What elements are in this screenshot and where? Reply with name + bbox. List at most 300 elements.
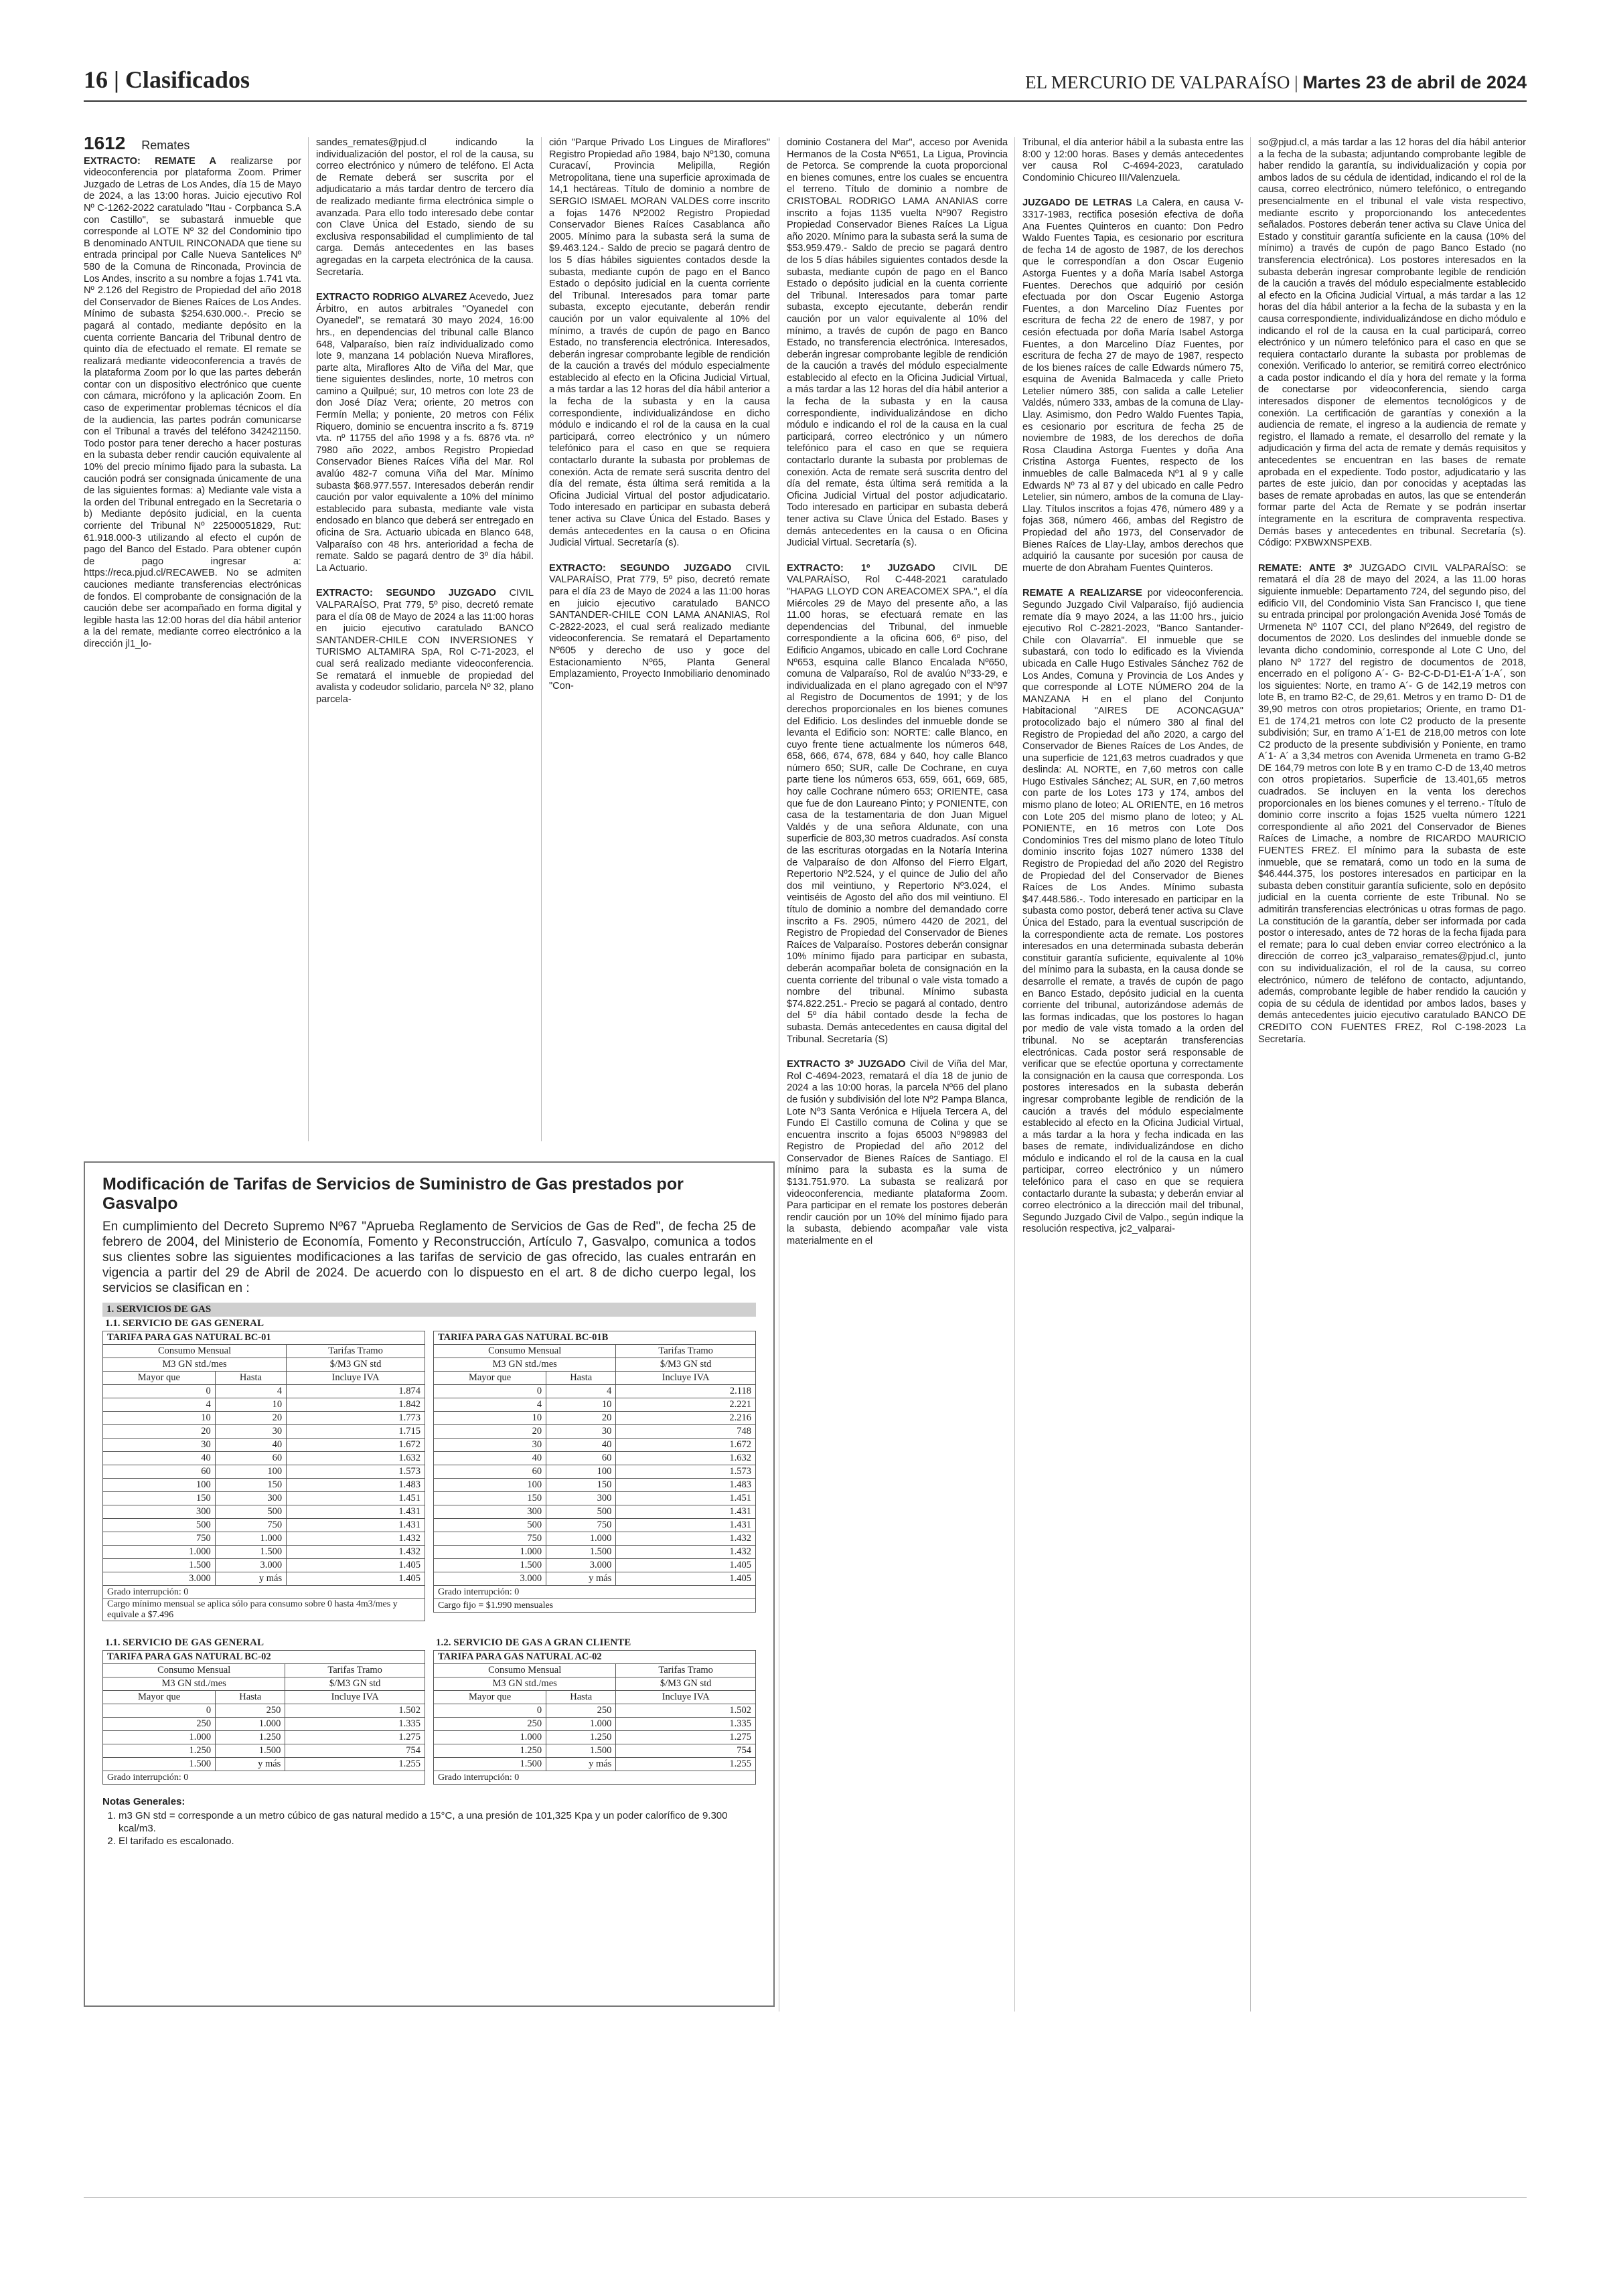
table-cell: 1.500 [103, 1758, 216, 1771]
column-header: Incluye IVA [616, 1372, 756, 1385]
table-cell: y más [546, 1758, 616, 1771]
column-header: Tarifas Tramo [287, 1345, 425, 1358]
column-header: Consumo Mensual [434, 1345, 616, 1358]
table-row [103, 1425, 425, 1439]
table-header-row [434, 1664, 756, 1677]
table-header-row [434, 1345, 756, 1358]
table-row [103, 1412, 425, 1425]
table-row [103, 1492, 425, 1505]
table-header-row [434, 1677, 756, 1691]
table-cell: 750 [215, 1519, 286, 1532]
table-cell: 1.500 [215, 1546, 286, 1559]
column-header: M3 GN std./mes [434, 1358, 616, 1372]
table-cell: 2.216 [616, 1412, 756, 1425]
table-cell: 1.405 [287, 1559, 425, 1572]
newspaper-name: EL MERCURIO DE VALPARAÍSO [1025, 72, 1290, 92]
column-header: M3 GN std./mes [103, 1358, 287, 1372]
table-cell: 20 [215, 1412, 286, 1425]
section-title: Clasificados [125, 66, 250, 93]
issue-date: Martes 23 de abril de 2024 [1302, 72, 1527, 92]
column-1 [84, 137, 301, 1148]
table-cell: 250 [546, 1704, 616, 1718]
notice-paragraph [549, 137, 770, 550]
table-row [103, 1559, 425, 1572]
header-separator: | [1294, 72, 1298, 92]
notice-lead: REMATE: ANTE 3º [1258, 562, 1353, 574]
column-header: $/M3 GN std [287, 1358, 425, 1372]
column-header: Tarifas Tramo [616, 1664, 756, 1677]
table-cell: 20 [103, 1425, 216, 1439]
table-cell: 20 [546, 1412, 616, 1425]
table-cell: 1.500 [103, 1559, 216, 1572]
table-cell: 1.431 [287, 1505, 425, 1519]
table-cell: y más [546, 1572, 616, 1586]
gas-tariff-notice [84, 1161, 775, 2007]
table-row [103, 1731, 425, 1744]
table-row [434, 1452, 756, 1465]
table-cell: 1.874 [287, 1385, 425, 1398]
notice-text: Civil de Viña del Mar, Rol C-4694-2023, rematará el día 18 de junio de 2024 a las 10:00 horas, la parcela Nº66 del plano de fusión y subdivisión del lote Nº2 Pampa Blanca, Lote Nº3 Santa Verónica e Hijuela Tercera A, del Fundo El Castillo comuna de Colina y que se encuentra inscrito a fojas 65003 Nº98983 del Registro de Propiedad del año 2012 del Conservador de Bienes Raíces de Santiago. El mínimo para la subasta es la suma de $131.751.970. La subasta se realizará por videoconferencia, mediante plataforma Zoom. Para participar en el remate los postores deberán rendir caución por un 10% del mínimo fijado para la subasta, debiendo acompañar vale vista materialmente en el [787, 1059, 1008, 1247]
table-cell: 750 [546, 1519, 616, 1532]
table-row [434, 1398, 756, 1412]
table-cell: 1.255 [285, 1758, 425, 1771]
table-cell: 100 [546, 1465, 616, 1479]
table-row [103, 1452, 425, 1465]
table-row [434, 1731, 756, 1744]
column-5 [1022, 137, 1243, 2025]
table-title: TARIFA PARA GAS NATURAL AC-02 [434, 1651, 756, 1664]
table-title-row [103, 1651, 425, 1664]
column-divider [1014, 137, 1015, 2012]
page-header-right [1025, 72, 1527, 93]
table-cell: 250 [103, 1718, 216, 1731]
table-cell: 250 [216, 1704, 285, 1718]
table-row [434, 1532, 756, 1546]
table-note: Grado interrupción: 0 [434, 1586, 756, 1599]
notice-text: La Calera, en causa V-3317-1983, rectifica posesión efectiva de doña Ana Fuentes Quinteros en cuanto: Don Pedro Waldo Fuentes Tapia, es cesionario por escritura de fecha 14 de agosto de 1987, de los derechos que le correspondían a don Oscar Eugenio Astorga Fuentes y a doña María Isabel Astorga Fuentes. Derechos que adquirió por cesión efectuada por don Oscar Eugenio Astorga Fuentes, a don Marcelino Díaz Fuentes por escritura de fecha 22 de enero de 1987, y por cesión efectuada por doña María Isabel Astorga Fuentes, a don Marcelino Díaz Fuentes, por escritura de fecha 27 de mayo de 1987, respecto de los bienes raíces de calle Edwards número 75, esquina de Avenida Balmaceda y calle Prieto Letelier número 385, con salida a calle Letelier Valdés, número 333, ambas de la comuna de Llay-Llay. Asimismo, don Pedro Waldo Fuentes Tapia, es cesionario por escritura de fecha 25 de noviembre de 1983, de los derechos de doña Rosa Claudina Astorga Fuentes y doña Ana Cristina Astorga Fuentes, respecto de los inmuebles de calle Balmaceda Nº1 al 9 y calle Edwards Nº 73 al 87 y del ubicado en calle Pedro Letelier, sin número, ambos de la comuna de Llay-Llay. Títulos inscritos a fojas 476, número 489 y a fojas 368, número 466, ambas del Registro de Propiedad del año 1973, del Conservador de Bienes Raíces de Llay-Llay, ambos derechos que adquirió la causante por sucesión por causa de muerte de don Abraham Fuentes Quinteros. [1022, 197, 1243, 574]
gas-notice-title: Modificación de Tarifas de Servicios de Suministro de Gas prestados por Gasvalpo [102, 1175, 684, 1213]
table-header-row [103, 1677, 425, 1691]
table-cell: 1.250 [546, 1731, 616, 1744]
table-cell: 0 [103, 1704, 216, 1718]
table-row [103, 1758, 425, 1771]
table-cell: 60 [546, 1452, 616, 1465]
table-cell: 1.275 [616, 1731, 756, 1744]
column-header: M3 GN std./mes [434, 1677, 616, 1691]
table-cell: 60 [103, 1465, 216, 1479]
table-cell: 754 [616, 1744, 756, 1758]
notice-text: JUZGADO CIVIL VALPARAÍSO: se rematará el día 28 de mayo del 2024, a las 11.00 horas siguiente inmueble: Departamento 724, del segundo piso, del edificio VII, del Condominio Vista San Francisco I, que tiene su entrada principal por prolongación Avenida José Tomás de Urmeneta Nº 1107 CCI, del plano Nº2649, del registro de documentos de 2020. Los deslindes del inmueble donde se levanta dicho condominio, corresponde al Lote C Uno, del plano Nº 1727 del registro de documentos de 2018, encerrado en el polígono A´- G- B2-C-D-D1-E1-A´1-A´, son los siguientes: Norte, en tramo A´- G de 142,19 metros con lote B, en tramo B2-C, de 29,61. Metros y en tramo D- D1 de 39,90 metros con otros propietarios; Oriente, en tramo D1- E1 de 174,21 metros con lote C2 producto de la presente subdivisión; Sur, en tramo A´1-E1 de 218,00 metros con lote C2 producto de la presente subdivisión y Poniente, en tramo A´1- A´ a 3,34 metros con Avenida Urmeneta en tramo G-B2 DE 164,79 metros con lote B y en tramo C-D de 13,40 metros con otros propietarios. Superficie de 13.401,65 metros cuadrados. Se incluyen en la venta los derechos proporcionales en los bienes comunes y el terreno.- Título de dominio corre inscrito a fojas 1525 vuelta número 1221 correspondiente al año 2021 del Conservador de Bienes Raíces de Limache, a nombre de RICARDO MAURICIO FUENTES FREZ. El mínimo para la subasta de este inmueble, que se rematará, como un todo en la suma de $46.444.375, los postores interesados en participar en la subasta deben constituir garantía suficiente, solo en depósito judicial en la cuenta corriente de este Tribunal. No se admitirán transferencias electrónicas u otras formas de pago. La constitución de la garantía, deber ser informada por cada postor o interesado, antes de 72 horas de la fecha fijada para el remate; para lo cual deben enviar correo electrónico a la dirección de correo jc3_valparaiso_remates@pjud.cl, junto con su individualización, el rol de la causa, su correo electrónico, número de teléfono de contacto, adjuntando, además, comprobante legible de haber rendido la caución y copia de su cédula de identidad por ambos lados, bases y demás antecedentes juicio ejecutivo caratulado BANCO DE CREDITO CON FUENTES FREZ, Rol C-198-2023 La Secretaría. [1258, 562, 1526, 1045]
table-cell: 1.255 [616, 1758, 756, 1771]
table-cell: 0 [434, 1385, 546, 1398]
table-row [103, 1704, 425, 1718]
table-header-row [434, 1358, 756, 1372]
table-cell: 1.715 [287, 1425, 425, 1439]
table-cell: 150 [103, 1492, 216, 1505]
table-cell: 10 [103, 1412, 216, 1425]
table-row [434, 1718, 756, 1731]
notice-paragraph [1022, 588, 1243, 1236]
table-header-row [103, 1345, 425, 1358]
table-cell: 1.250 [216, 1731, 285, 1744]
tariff-row-bottom [102, 1636, 756, 1785]
column-header: Hasta [216, 1691, 285, 1704]
table-cell: 500 [546, 1505, 616, 1519]
column-header: Mayor que [103, 1691, 216, 1704]
table-row [103, 1546, 425, 1559]
table-cell: 40 [215, 1439, 286, 1452]
table-cell: 150 [434, 1492, 546, 1505]
tariff-table [433, 1650, 756, 1785]
column-header: Hasta [215, 1372, 286, 1385]
header-separator: | [114, 66, 119, 93]
table-cell: 10 [434, 1412, 546, 1425]
notice-text: CIVIL VALPARAÍSO, Prat 779, 5º piso, decretó remate para el día 08 de Mayo de 2024 a las 11:00 horas en juicio ejecutivo caratulado BANCO SANTANDER-CHILE CON INVERSIONES Y TURISMO ALTAMIRA SpA, Rol C-71-2023, el cual será realizado mediante videoconferencia. Se rematará el inmueble de propiedad del avalista y codeudor solidario, parcela Nº 32, plano parcela- [316, 588, 534, 705]
table-row [434, 1425, 756, 1439]
table-cell: 10 [546, 1398, 616, 1412]
table-row [103, 1532, 425, 1546]
table-cell: 1.483 [616, 1479, 756, 1492]
table-cell: 1.275 [285, 1731, 425, 1744]
column-4 [787, 137, 1008, 2025]
notice-paragraph [316, 588, 534, 706]
table-row [434, 1479, 756, 1492]
bottom-rule [84, 2197, 1527, 2198]
table-cell: 1.000 [216, 1718, 285, 1731]
column-header: Consumo Mensual [434, 1664, 616, 1677]
table-cell: 2.118 [616, 1385, 756, 1398]
column-header: $/M3 GN std [285, 1677, 425, 1691]
table-row [434, 1758, 756, 1771]
column-header: Mayor que [434, 1691, 546, 1704]
tariff-table-bc01b [433, 1331, 756, 1621]
tariff-table-ac02 [433, 1650, 756, 1785]
table-cell: 1.000 [103, 1546, 216, 1559]
table-cell: 40 [103, 1452, 216, 1465]
table-cell: 40 [434, 1452, 546, 1465]
table-row [434, 1519, 756, 1532]
table-cell: 3.000 [215, 1559, 286, 1572]
table-cell: 1.000 [103, 1731, 216, 1744]
column-header: Consumo Mensual [103, 1664, 285, 1677]
table-cell: 1.431 [287, 1519, 425, 1532]
notes-title: Notas Generales: [102, 1796, 185, 1807]
notice-text: realizarse por videoconferencia por plataforma Zoom. Primer Juzgado de Letras de Los Andes, día 15 de Mayo de 2024, a las 13:00 horas. Juicio ejecutivo Rol Nº C-1262-2022 caratulado "Itau - Corpbanca S.A con Castillo", se subastará inmueble que corresponde al LOTE Nº 32 del Condominio tipo B denominado ANTUIL RINCONADA que tiene su entrada principal por Calle Nueva Santelices Nº 580 de la Comuna de Rinconada, Provincia de Los Andes, inscrito a su nombre a fojas 1.741 vta. Nº 2.126 del Registro de Propiedad del año 2018 del Conservador de Bienes Raíces de Los Andes. Mínimo de subasta $254.630.000.-. Precio se pagará al contado, mediante depósito en la cuenta corriente Bancaria del Tribunal dentro de quinto día de efectuado el remate. El remate se realizará mediante videoconferencia a través de la plataforma Zoom por lo que las partes deberán contar con un dispositivo electrónico que cuente con cámara, micrófono y la aplicación Zoom. En caso de experimentar problemas técnicos el día de la audiencia, las partes podrán comunicarse con el Tribunal a través del teléfono 342421150. Todo postor para tener derecho a hacer posturas en la subasta deber rendir caución equivalente al 10% del precio mínimo fijado para la subasta. La caución podrá ser consignada únicamente de una de las siguientes formas: a) Mediante vale vista a la orden del Tribunal entregado en la Secretaria o b) Mediante depósito judicial, en la cuenta corriente del Tribunal Nº 22500051829, Rut: 61.918.000-3 utilizando al efecto el cupón de pago del Banco del Estado. Para obtener cupón de pago ingresar a: https://reca.pjud.cl/RECAWEB. No se admiten cauciones mediante transferencias electrónicas de fondos. El comprobante de consignación de la caución debe ser acompañado en forma digital y legible hasta las 12:00 horas del día hábil anterior a la del remate, mediante correo electrónico a la dirección jl1_lo- [84, 155, 301, 649]
notice-paragraph [1258, 563, 1526, 1046]
table-title: TARIFA PARA GAS NATURAL BC-02 [103, 1651, 425, 1664]
table-cell: 1.000 [546, 1718, 616, 1731]
table-row [434, 1704, 756, 1718]
section-heading [84, 137, 301, 152]
table-row [103, 1398, 425, 1412]
notice-lead: EXTRACTO: SEGUNDO JUZGADO [549, 562, 732, 574]
section-code: 1612 [84, 137, 126, 153]
column-header: $/M3 GN std [616, 1677, 756, 1691]
notice-lead: EXTRACTO 3º JUZGADO [787, 1059, 906, 1070]
table-cell: 4 [434, 1398, 546, 1412]
table-note-row [434, 1586, 756, 1599]
note-item: 1. m3 GN std = corresponde a un metro cúbico de gas natural medido a 15°C, a una presión de 101,325 Kpa y un poder calorífico de 9.300 kcal/m3. [119, 1809, 756, 1835]
tariff-table [433, 1331, 756, 1613]
table-cell: 4 [103, 1398, 216, 1412]
notice-paragraph [1258, 137, 1526, 550]
tariff-table-bc02 [102, 1650, 425, 1785]
column-header: M3 GN std./mes [103, 1677, 285, 1691]
table-cell: 1.502 [285, 1704, 425, 1718]
notice-text: Tribunal, el día anterior hábil a la subasta entre las 8:00 y 12:00 horas. Bases y demás antecedentes ver causa Rol C-4694-2023, caratulado Condominio Chicureo III/Valenzuela. [1022, 137, 1243, 183]
table-cell: 1.431 [616, 1519, 756, 1532]
table-row [103, 1519, 425, 1532]
table-title: TARIFA PARA GAS NATURAL BC-01 [103, 1331, 425, 1345]
table-cell: y más [216, 1758, 285, 1771]
table-cell: 1.500 [546, 1744, 616, 1758]
section-name: Remates [141, 139, 190, 152]
table-note: Grado interrupción: 0 [103, 1771, 425, 1785]
column-header: Tarifas Tramo [285, 1664, 425, 1677]
table-cell: 2.221 [616, 1398, 756, 1412]
table-cell: 3.000 [434, 1572, 546, 1586]
table-cell: 150 [546, 1479, 616, 1492]
column-6 [1258, 137, 1526, 2025]
table-row [103, 1718, 425, 1731]
table-cell: 1.250 [103, 1744, 216, 1758]
table-cell: 250 [434, 1718, 546, 1731]
gas-notice-intro: En cumplimiento del Decreto Supremo Nº67 "Aprueba Reglamento de Servicios de Gas de Red", de fecha 25 de febrero de 2004, del Ministerio de Economía, Fomento y Reconstrucción, Artículo 7, Gasvalpo, comunica a todos sus clientes sobre las siguientes modificaciones a las tarifas de servicio de gas ofrecido, las cuales entrarán en vigencia a partir del 29 de Abril de 2024. De acuerdo con lo dispuesto en el art. 8 de dicho cuerpo legal, los servicios se clasifican en : [102, 1220, 756, 1295]
table-row [103, 1385, 425, 1398]
table-cell: 0 [103, 1385, 216, 1398]
column-2 [316, 137, 534, 1148]
table-cell: 100 [434, 1479, 546, 1492]
table-note-row [434, 1771, 756, 1785]
column-divider [308, 137, 309, 1141]
column-header: Hasta [546, 1691, 616, 1704]
table-cell: 3.000 [103, 1572, 216, 1586]
table-cell: 1.500 [434, 1758, 546, 1771]
notice-text: Acevedo, Juez Árbitro, en autos arbitrales "Oyanedel con Oyanedel", se rematará 30 mayo 2024, 16:00 hrs., en dependencias del tribunal calle Blanco 648, Valparaíso, bien raíz individualizado como lote 9, manzana 14 población Nueva Miraflores, parte alta, Miraflores Alto de Viña del Mar, que tiene siguientes deslindes, norte, 10 metros con camino a Quilpué; sur, 10 metros con lote 23 de don José Díaz Vera; oriente, 20 metros con Fermín Mella; y poniente, 20 metros con Félix Riquero, dominio se encuentra inscrito a fs. 8719 vta. nº 11755 del año 1998 y a fs. 6876 vta. nº 7980 año 2022, ambos Registro Propiedad Conservador Bienes Raíces Viña del Mar. Rol avalúo 482-7 comuna Viña del Mar. Mínimo subasta $68.977.557. Interesados deberán rendir caución por valor equivalente a 10% del mínimo establecido para subasta, mediante vale vista endosado en blanco que deberá ser entregado en oficina de Sra. Actuario ubicada en Blanco 648, Valparaíso con 48 hrs. anterioridad a fecha de remate. Saldo se pagará dentro de 3º día hábil. La Actuario. [316, 292, 534, 574]
table-note-row [103, 1599, 425, 1621]
table-row [434, 1546, 756, 1559]
table-row [434, 1572, 756, 1586]
table-cell: 300 [546, 1492, 616, 1505]
table-row [434, 1505, 756, 1519]
notice-lead: REMATE A REALIZARSE [1022, 588, 1142, 599]
table-row [103, 1465, 425, 1479]
table-cell: 20 [434, 1425, 546, 1439]
table-cell: 10 [215, 1398, 286, 1412]
table-row [103, 1505, 425, 1519]
table-cell: 1.000 [434, 1731, 546, 1744]
table-cell: 1.483 [287, 1479, 425, 1492]
notice-paragraph [1022, 137, 1243, 184]
table-row [434, 1439, 756, 1452]
table-cell: 1.500 [216, 1744, 285, 1758]
table-row [103, 1572, 425, 1586]
table-cell: 1.672 [287, 1439, 425, 1452]
header-rule [84, 100, 1527, 102]
notice-lead: EXTRACTO: REMATE A [84, 155, 217, 167]
table-note: Grado interrupción: 0 [434, 1771, 756, 1785]
table-cell: 3.000 [546, 1559, 616, 1572]
table-header-row [434, 1372, 756, 1385]
table-cell: 1.432 [287, 1532, 425, 1546]
general-notes [102, 1795, 756, 1848]
notice-paragraph [787, 1059, 1008, 1248]
column-header: Mayor que [434, 1372, 546, 1385]
table-row [434, 1744, 756, 1758]
table-row [103, 1439, 425, 1452]
table-cell: 30 [434, 1439, 546, 1452]
column-3 [549, 137, 770, 1148]
tariff-row-top [102, 1331, 756, 1621]
table-cell: 300 [215, 1492, 286, 1505]
table-cell: 100 [103, 1479, 216, 1492]
table-cell: 1.573 [287, 1465, 425, 1479]
tariff-table [102, 1331, 425, 1621]
table-cell: 30 [215, 1425, 286, 1439]
gas-subsection-general-2: 1.1. SERVICIO DE GAS GENERAL [105, 1637, 264, 1648]
table-cell: 60 [215, 1452, 286, 1465]
column-header: Incluye IVA [616, 1691, 756, 1704]
table-cell: 60 [434, 1465, 546, 1479]
notice-paragraph [316, 292, 534, 574]
tariff-table [102, 1650, 425, 1785]
table-cell: 500 [103, 1519, 216, 1532]
notice-text: ción "Parque Privado Los Lingues de Miraflores" Registro Propiedad año 1984, bajo Nº130, comuna Curacaví, Provincia Melipilla, Región Metropolitana, tiene una superficie aproximada de 14,1 hectáreas. Título de dominio a nombre de SERGIO ISMAEL MORAN VALDES corre inscrito a fojas 1476 Nº2002 Registro Propiedad Conservador Bienes Raíces Casablanca año 2005. Mínimo para la subasta será la suma de $9.463.124.- Saldo de precio se pagará dentro de los 5 días hábiles siguientes contados desde la subasta, mediante cupón de pago en el Banco Estado o depósito judicial en la cuenta corriente del Tribunal. Interesados para tomar parte subasta, excepto ejecutante, deberán rendir caución por un valor equivalente al 10% del mínimo, a través de cupón de pago en Banco Estado, no transferencia electrónica. Interesados, deberán ingresar comprobante legible de rendición de la caución a través del módulo especialmente establecido al efecto en la Oficina Judicial Virtual, a más tardar a las 12 horas del día hábil anterior a la fecha de la subasta y en la causa correspondiente, individualizándose en dicho módulo e indicando el rol de la causa en la cual participará, correo electrónico y un número telefónico para el caso en que se requiera contactarlo durante la subasta por problemas de conexión. Acta de remate será suscrita dentro del día del remate, ésta última será remitida a la Oficina Judicial Virtual del postor adjudicatario. Todo interesado en participar en subasta deberá tener activa su Clave Única del Estado. Bases y demás antecedentes en la causa o en Oficina Judicial Virtual. Secretaría (s). [549, 137, 770, 549]
table-cell: 1.842 [287, 1398, 425, 1412]
table-cell: 1.000 [434, 1546, 546, 1559]
notice-paragraph [549, 563, 770, 693]
table-cell: 30 [546, 1425, 616, 1439]
table-cell: 1.432 [287, 1546, 425, 1559]
notice-lead: EXTRACTO: 1º JUZGADO [787, 562, 935, 574]
table-note-row [103, 1771, 425, 1785]
column-header: Mayor que [103, 1372, 216, 1385]
column-divider [1250, 137, 1251, 2012]
gas-services-band: 1. SERVICIOS DE GAS [102, 1303, 756, 1317]
table-cell: 750 [103, 1532, 216, 1546]
notice-text: CIVIL DE VALPARAÍSO, Rol C-448-2021 caratulado "HAPAG LLOYD CON AREACOMEX SPA.", el día Miércoles 29 de Mayo del presente año, a las 11.00 horas, se efectuará remate en las dependencias del Tribunal, del inmueble correspondiente a la oficina 606, 6º piso, del Edificio Angamos, ubicado en calle Lord Cochrane Nº653, esquina calle Blanco Encalada Nº650, comuna de Valparaíso, Rol de avalúo Nº33-29, e individualizada en el plano agregado con el Nº97 al Registro de Documentos de 1991; y de los derechos proporcionales en los bienes comunes del Edificio. Los deslindes del inmueble donde se levanta el Edificio son: NORTE: calle Blanco, en cuyo frente tiene actualmente los números 648, 658, 666, 674, 678, 684 y 640, hoy calle Blanco número 650; SUR, calle De Cochrane, en cuya parte tiene los números 653, 659, 661, 669, 685, hoy calle Cochrane número 653; ORIENTE, casa que fue de don Laureano Pinto; y PONIENTE, con casa de la testamentaria de don Juan Miguel Valdés y de una señora Aldunate, con una superficie de 803,30 metros cuadrados. Así consta de las escrituras otorgadas en la Notaría Interina de Valparaíso de don Alfonso del Fierro Elgart, Repertorio Nº2.524, y el quince de Julio del año dos mil veintiuno, y Repertorio Nº3.024, el veintiséis de Agosto del año dos mil veintiuno. El título de dominio a nombre del demandado corre inscrito a Fs. 2905, número 4420 de 2021, del Registro de Propiedad del Conservador de Bienes Raíces de Valparaíso. Postores deberán consignar 10% mínimo fijado para participar en subasta, deberán acompañar boleta de consignación en la cuenta corriente del tribunal o vale vista tomado a nombre del tribunal. Mínimo subasta $74.822.251.- Precio se pagará al contado, dentro del 5º día hábil contado desde la fecha de subasta. Demás antecedentes en causa digital del Tribunal. Secretaría (S) [787, 562, 1008, 1045]
table-cell: 1.500 [546, 1546, 616, 1559]
table-cell: 1.573 [616, 1465, 756, 1479]
table-title: TARIFA PARA GAS NATURAL BC-01B [434, 1331, 756, 1345]
table-cell: 40 [546, 1439, 616, 1452]
notice-paragraph [787, 563, 1008, 1046]
table-cell: 1.773 [287, 1412, 425, 1425]
table-header-row [103, 1691, 425, 1704]
table-cell: 1.405 [287, 1572, 425, 1586]
table-cell: 1.632 [616, 1452, 756, 1465]
table-cell: 100 [215, 1465, 286, 1479]
column-header: Tarifas Tramo [616, 1345, 756, 1358]
notice-paragraph [1022, 197, 1243, 574]
table-cell: 4 [215, 1385, 286, 1398]
table-header-row [103, 1664, 425, 1677]
notice-lead: EXTRACTO RODRIGO ALVAREZ [316, 292, 467, 303]
table-cell: 1.335 [616, 1718, 756, 1731]
table-cell: 500 [215, 1505, 286, 1519]
table-cell: 1.405 [616, 1572, 756, 1586]
notice-text: por videoconferencia. Segundo Juzgado Civil Valparaíso, fijó audiencia remate día 9 mayo 2024, a las 11:00 hrs., juicio ejecutivo Rol C-2821-2023, "Banco Santander-Chile con Olavarría". El inmueble que se subastará, con todo lo edificado es la Vivienda ubicada en Calle Hugo Estivales Sánchez 762 de Los Andes, Comuna y Provincia de Los Andes y que corresponde al LOTE NÚMERO 204 de la MANZANA H en el plano del Conjunto Habitacional "AIRES DE ACONCAGUA" protocolizado bajo el número 380 al final del Registro de Propiedad del año 2020, a cargo del Conservador de Bienes Raíces de Los Andes, de una superficie de 121,63 metros cuadrados y que deslinda: AL NORTE, en 7,60 metros con calle Hugo Estivales Sánchez; AL SUR, en 7,60 metros con parte de los Lotes 173 y 174, ambos del mismo plano de loteo; AL ORIENTE, en 16 metros con Lote 205 del mismo plano de loteo; y AL PONIENTE, en 16 metros con Lote Dos Condominios Tres del mismo plano de loteo Título dominio inscrito fojas 1027 número 1338 del Registro de Propiedad del año 2020 del Registro de Propiedad del del Conservador de Bienes Raíces de Los Andes. Mínimo subasta $47.448.586.-. Todo interesado en participar en la subasta como postor, deberá tener activa su Clave Única del Estado, para la eventual suscripción de la correspondiente acta de remate. Los postores interesados en una determinada subasta deberán constituir garantía suficiente, equivalente al 10% del mínimo para la subasta, en la causa donde se desarrolle el remate, a través de cupón de pago en Banco Estado, depósito judicial en la cuenta corriente del tribunal, autorizándose además de las formas indicadas, que los postores lo hagan por medio de vale vista tomado a la orden del tribunal. No se aceptarán transferencias electrónicas. Cada postor será responsable de verificar que se efectúe oportuna y correctamente la consignación en la causa que corresponda. Los postores interesados en la subasta deberán ingresar comprobante legible de rendición de la caución a través del módulo especialmente establecido al efecto en la Oficina Judicial Virtual, a más tardar a la hora y fecha indicada en las bases de remate, individualizándose en dicho módulo e indicando el rol de la causa en la cual participar, correo electrónico y un número telefónico para el caso en que se requiera contactarlo durante la subasta; y deberán enviar al correo electrónico a la dirección mail del tribunal, Segundo Juzgado Civil de Valpo., según indique la resolución respectiva, jc2_valparai- [1022, 588, 1243, 1235]
notice-paragraph [316, 137, 534, 278]
table-cell: 1.431 [616, 1505, 756, 1519]
table-cell: 750 [434, 1532, 546, 1546]
table-title-row [434, 1651, 756, 1664]
table-cell: 1.451 [287, 1492, 425, 1505]
tariff-table-bc01 [102, 1331, 425, 1621]
table-cell: 1.335 [285, 1718, 425, 1731]
table-cell: 1.432 [616, 1546, 756, 1559]
page-header-left [84, 66, 250, 94]
table-note: Cargo fijo = $1.990 mensuales [434, 1599, 756, 1613]
table-row [434, 1559, 756, 1572]
table-cell: 1.250 [434, 1744, 546, 1758]
table-row [434, 1465, 756, 1479]
table-cell: 500 [434, 1519, 546, 1532]
table-cell: 1.000 [215, 1532, 286, 1546]
notice-lead: EXTRACTO: SEGUNDO JUZGADO [316, 588, 496, 599]
table-header-row [434, 1691, 756, 1704]
table-cell: 30 [103, 1439, 216, 1452]
gas-subsection-large-client: 1.2. SERVICIO DE GAS A GRAN CLIENTE [436, 1637, 631, 1648]
table-note-row [434, 1599, 756, 1613]
notes-list [102, 1809, 756, 1848]
table-row [434, 1492, 756, 1505]
table-row [434, 1385, 756, 1398]
column-header: Incluye IVA [285, 1691, 425, 1704]
table-row [103, 1744, 425, 1758]
table-cell: 1.405 [616, 1559, 756, 1572]
column-header: Hasta [546, 1372, 616, 1385]
column-header: $/M3 GN std [616, 1358, 756, 1372]
notice-paragraph [84, 156, 301, 651]
table-cell: 1.502 [616, 1704, 756, 1718]
notice-text: CIVIL VALPARAÍSO, Prat 779, 5º piso, decretó remate para el día 23 de Mayo de 2024 a las 11:00 horas en juicio ejecutivo caratulado BANCO SANTANDER-CHILE CON LAMA ANANIAS, Rol C-2822-2023, el cual será realizado mediante videoconferencia. Se rematará el Departamento Nº605 y derecho de uso y goce del Estacionamiento Nº65, Planta General Emplazamiento, Proyecto Inmobiliario denominado "Con- [549, 562, 770, 691]
table-cell: 1.632 [287, 1452, 425, 1465]
table-cell: 0 [434, 1704, 546, 1718]
table-title-row [103, 1331, 425, 1345]
table-header-row [103, 1358, 425, 1372]
table-cell: 300 [103, 1505, 216, 1519]
table-cell: 4 [546, 1385, 616, 1398]
notice-text: sandes_remates@pjud.cl indicando la individualización del postor, el rol de la causa, su correo electrónico y número de teléfono. El Acta de Remate deberá ser suscrita por el adjudicatario a más tardar dentro de tercero día de realizado mediante firma electrónica simple o avanzada. Para ello todo interesado debe contar con Clave Única del Estado, siendo de su exclusiva responsabilidad el cumplimiento de tal carga. Demás antecedentes en las bases agregadas en la carpeta electrónica de la causa. Secretaría. [316, 137, 534, 278]
table-row [103, 1479, 425, 1492]
table-cell: 1.000 [546, 1532, 616, 1546]
table-cell: 1.432 [616, 1532, 756, 1546]
table-cell: 754 [285, 1744, 425, 1758]
table-note: Cargo mínimo mensual se aplica sólo para consumo sobre 0 hasta 4m3/mes y equivale a $7.496 [103, 1599, 425, 1621]
table-note: Grado interrupción: 0 [103, 1586, 425, 1599]
column-divider [541, 137, 542, 1141]
page-number: 16 [84, 66, 108, 93]
table-header-row [103, 1372, 425, 1385]
table-cell: 150 [215, 1479, 286, 1492]
table-cell: 1.672 [616, 1439, 756, 1452]
column-header: Consumo Mensual [103, 1345, 287, 1358]
gas-subsection-general: 1.1. SERVICIO DE GAS GENERAL [105, 1318, 264, 1329]
column-header: Incluye IVA [287, 1372, 425, 1385]
table-note-row [103, 1586, 425, 1599]
table-row [434, 1412, 756, 1425]
table-cell: y más [215, 1572, 286, 1586]
notice-text: so@pjud.cl, a más tardar a las 12 horas del día hábil anterior a la fecha de la subasta; adjuntando comprobante legible de haber rendido la garantía, su individualización y copia por ambos lados de su cédula de identidad, indicando el rol de la causa, correo electrónico, número telefónico, o entregando presencialmente en el tribunal el vale vista respectivo, mediante escrito y proporcionando los antecedentes señalados. Postores deberán tener activa su Clave Única del Estado y constituir garantía suficiente en la causa (10% del mínimo) a través de cupón de pago Banco Estado (no transferencia electrónica). Los postores interesados en la subasta deberán ingresar comprobante legible de rendición de la caución a través del módulo especialmente establecido al efecto en la Oficina Judicial Virtual, a más tardar a las 12 horas del día hábil anterior a la fecha de la subasta y en la causa correspondiente, individualizándose en dicho módulo e indicando el rol de la causa en la cual participará, correo electrónico y un número telefónico para el caso en que se requiera contactarlo durante la subasta por problemas de conexión. Verificado lo anterior, se remitirá correo electrónico a cada postor indicando el día y hora del remate y la forma de conectarse por videoconferencia, siendo carga interesados disponer de elementos tecnológicos y de conexión. La certificación de garantías y conexión a la audiencia de remate, el ingreso a la audiencia de remate y registro, el llamado a remate, el desarrollo del remate y la adjudicación y firma del acta de remate y demás requisitos y antecedentes se encuentran en las bases de remate aprobada en el expediente. Todo postor, adjudicatario y las partes de este juicio, dan por conocidas y aceptadas las bases de remate aprobadas en autos, las que se entenderán formar parte del Acta de Remate y se podrán insertar íntegramente en la escritura de compraventa respectiva. Demás bases y antecedentes en tribunal. Secretaría (s). Código: PXBWXNSPEXB. [1258, 137, 1526, 549]
notice-text: dominio Costanera del Mar", acceso por Avenida Hermanos de la Costa Nº651, La Ligua, Provincia de Petorca. Se comprende la cuota proporcional en bienes comunes, entre los cuales se encuentra el terreno. Título de dominio a nombre de CRISTOBAL RODRIGO LAMA ANANIAS corre inscrito a fojas 1135 vuelta Nº907 Registro Propiedad Conservador Bienes Raíces La Ligua año 2020. Mínimo para la subasta será la suma de $53.959.479.- Saldo de precio se pagará dentro de los 5 días hábiles siguientes contados desde la subasta, mediante cupón de pago en el Banco Estado o depósito judicial en la cuenta corriente del Tribunal. Interesados para tomar parte subasta, excepto ejecutante, deberán rendir caución por un valor equivalente al 10% del mínimo, a través de cupón de pago en Banco Estado, no transferencia electrónica. Interesados, deberán ingresar comprobante legible de rendición de la caución a través del módulo especialmente establecido al efecto en la Oficina Judicial Virtual, a más tardar a las 12 horas del día hábil anterior a la fecha de la subasta y en la causa correspondiente, individualizándose en dicho módulo e indicando el rol de la causa en la cual participará, correo electrónico y un número telefónico para el caso en que se requiera contactarlo durante la subasta por problemas de conexión. Acta de remate será suscrita dentro del día del remate, ésta última será remitida a la Oficina Judicial Virtual del postor adjudicatario. Todo interesado en participar en subasta deberá tener activa su Clave Única del Estado. Bases y demás antecedentes en la causa o en Oficina Judicial Virtual. Secretaría (s). [787, 137, 1008, 549]
note-item: 2. El tarifado es escalonado. [119, 1835, 756, 1848]
notice-lead: JUZGADO DE LETRAS [1022, 197, 1132, 209]
table-cell: 1.451 [616, 1492, 756, 1505]
table-title-row [434, 1331, 756, 1345]
table-cell: 1.500 [434, 1559, 546, 1572]
table-cell: 748 [616, 1425, 756, 1439]
